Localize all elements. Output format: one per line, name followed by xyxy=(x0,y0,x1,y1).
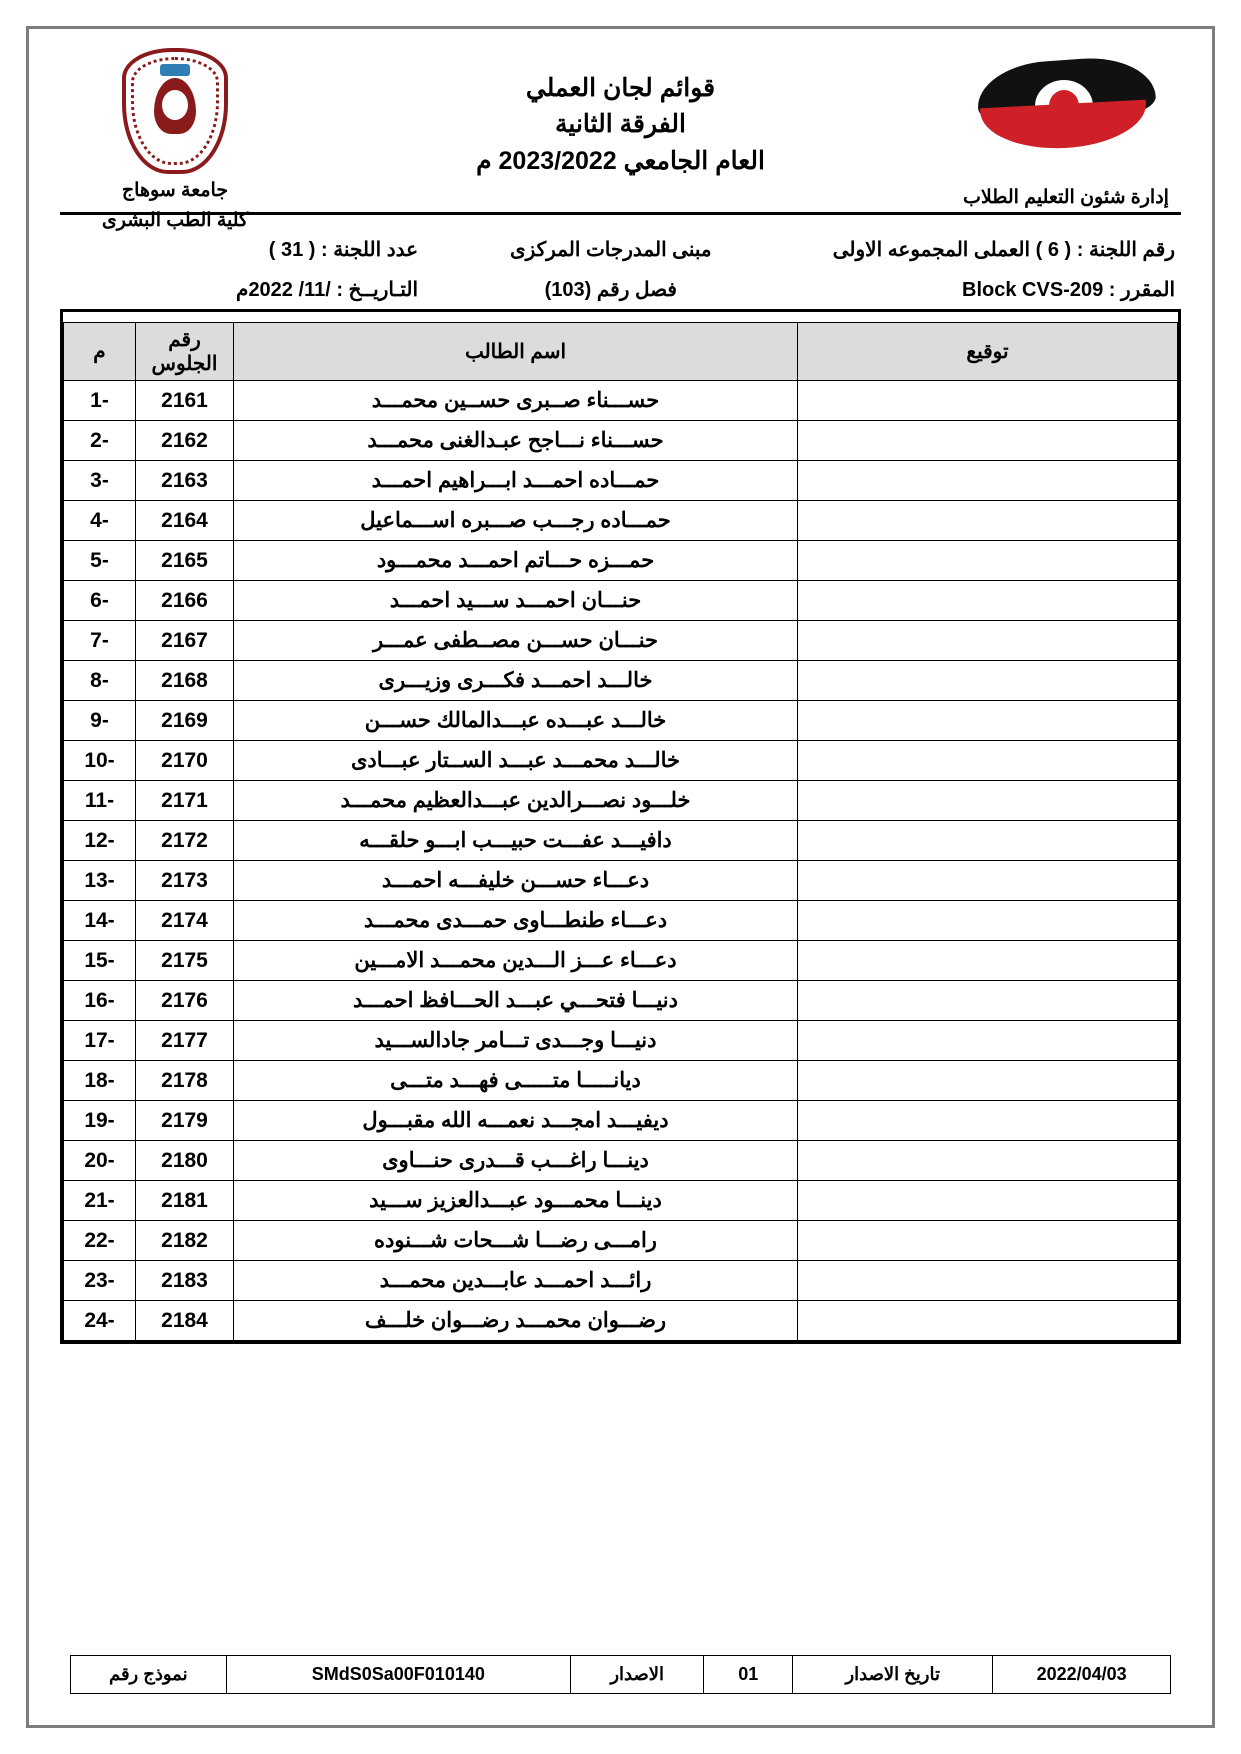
column-header-seat-line1: رقم xyxy=(168,328,201,351)
university-crest-icon xyxy=(122,48,228,174)
signature-cell[interactable] xyxy=(798,461,1178,501)
student-name-cell: رامـــى رضـــا شـــحات شـــنوده xyxy=(234,1221,798,1261)
student-name-cell: حنـــان حســـن مصــطفى عمـــر xyxy=(234,621,798,661)
footer-issue-label: الاصدار xyxy=(571,1656,704,1694)
student-name-cell: دنيـــا فتحـــي عبـــد الحـــافظ احمـــد xyxy=(234,981,798,1021)
table-row xyxy=(64,781,1178,821)
exam-date: التـاريــخ : /11/ 2022م xyxy=(236,278,419,301)
table-row xyxy=(64,1221,1178,1261)
student-name-cell: حنـــان احمـــد ســـيد احمـــد xyxy=(234,581,798,621)
table-row xyxy=(64,861,1178,901)
footer-issue-date-value: 2022/04/03 xyxy=(993,1656,1171,1694)
seat-number-cell: 2180 xyxy=(136,1141,234,1181)
signature-cell[interactable] xyxy=(798,981,1178,1021)
seat-number-cell: 2176 xyxy=(136,981,234,1021)
table-row xyxy=(64,1101,1178,1141)
document-header xyxy=(60,48,1181,231)
row-index-cell: 15- xyxy=(64,941,136,981)
table-row xyxy=(64,501,1178,541)
faculty-name: كلية الطب البشرى xyxy=(101,209,249,231)
signature-cell[interactable] xyxy=(798,381,1178,421)
footer-table xyxy=(70,1655,1171,1694)
table-row xyxy=(64,381,1178,421)
row-index-cell: 5- xyxy=(64,541,136,581)
union-logo-text: كلية الطلاب xyxy=(1029,147,1103,164)
row-index-cell: 23- xyxy=(64,1261,136,1301)
student-name-cell: خالـــد محمـــد عبـــد الســتار عبـــادى xyxy=(234,741,798,781)
title-line-1: قوائم لجان العملي xyxy=(525,74,716,102)
seat-number-cell: 2177 xyxy=(136,1021,234,1061)
table-row xyxy=(64,1141,1178,1181)
student-name-cell: دعـــاء عـــز الـــدين محمـــد الامـــين xyxy=(234,941,798,981)
student-name-cell: ديفيـــد امجـــد نعمـــه الله مقبـــول xyxy=(234,1101,798,1141)
signature-cell[interactable] xyxy=(798,581,1178,621)
committee-count: عدد اللجنة : ( 31 ) xyxy=(268,238,419,261)
university-identity xyxy=(60,48,290,233)
title-line-3: العام الجامعي 2023/2022 م xyxy=(476,146,765,175)
seat-number-cell: 2182 xyxy=(136,1221,234,1261)
signature-cell[interactable] xyxy=(798,421,1178,461)
table-row xyxy=(64,621,1178,661)
row-index-cell: 21- xyxy=(64,1181,136,1221)
row-index-cell: 20- xyxy=(64,1141,136,1181)
row-index-cell: 9- xyxy=(64,701,136,741)
column-header-index: م xyxy=(64,323,136,381)
student-name-cell: دينـــا محمـــود عبـــدالعزيز ســـيد xyxy=(234,1181,798,1221)
student-name-cell: دعـــاء طنطـــاوى حمـــدى محمـــد xyxy=(234,901,798,941)
document-title xyxy=(290,48,951,179)
student-name-cell: دنيـــا وجـــدى تـــامر جادالســـيد xyxy=(234,1021,798,1061)
column-header-name: اسم الطالب xyxy=(234,323,798,381)
page-content xyxy=(60,48,1181,1706)
row-index-cell: 19- xyxy=(64,1101,136,1141)
signature-cell[interactable] xyxy=(798,941,1178,981)
footer-issue-date-label: تاريخ الاصدار xyxy=(793,1656,993,1694)
seat-number-cell: 2161 xyxy=(136,381,234,421)
university-name: جامعة سوهاج xyxy=(121,180,229,201)
signature-cell[interactable] xyxy=(798,1301,1178,1341)
row-index-cell: 4- xyxy=(64,501,136,541)
signature-cell[interactable] xyxy=(798,1181,1178,1221)
table-row xyxy=(64,541,1178,581)
seat-number-cell: 2175 xyxy=(136,941,234,981)
student-name-cell: خالـــد احمـــد فكـــرى وزيـــرى xyxy=(234,661,798,701)
table-row xyxy=(64,981,1178,1021)
signature-cell[interactable] xyxy=(798,661,1178,701)
student-name-cell: حســـناء صــبرى حســين محمـــد xyxy=(234,381,798,421)
student-name-cell: دينـــا راغـــب قـــدرى حنـــاوى xyxy=(234,1141,798,1181)
seat-number-cell: 2174 xyxy=(136,901,234,941)
seat-number-cell: 2181 xyxy=(136,1181,234,1221)
seat-number-cell: 2170 xyxy=(136,741,234,781)
signature-cell[interactable] xyxy=(798,1261,1178,1301)
row-index-cell: 18- xyxy=(64,1061,136,1101)
signature-cell[interactable] xyxy=(798,1141,1178,1181)
footer-issue-value: 01 xyxy=(704,1656,793,1694)
signature-cell[interactable] xyxy=(798,541,1178,581)
roster-table xyxy=(63,322,1178,1341)
room-number: فصل رقم (103) xyxy=(544,278,677,301)
student-name-cell: خلـــود نصـــرالدين عبـــدالعظيم محمـــد xyxy=(234,781,798,821)
seat-number-cell: 2163 xyxy=(136,461,234,501)
seat-number-cell: 2166 xyxy=(136,581,234,621)
committee-info xyxy=(60,229,1181,309)
column-header-seat xyxy=(136,323,234,381)
student-name-cell: حمـــاده احمـــد ابـــراهيم احمـــد xyxy=(234,461,798,501)
committee-building: مبنى المدرجات المركزى xyxy=(509,238,712,261)
seat-number-cell: 2173 xyxy=(136,861,234,901)
row-index-cell: 11- xyxy=(64,781,136,821)
seat-number-cell: 2162 xyxy=(136,421,234,461)
signature-cell[interactable] xyxy=(798,1101,1178,1141)
roster-table-body xyxy=(64,381,1178,1341)
row-index-cell: 2- xyxy=(64,421,136,461)
student-name-cell: حمـــزه حـــاتم احمـــد محمـــود xyxy=(234,541,798,581)
seat-number-cell: 2171 xyxy=(136,781,234,821)
table-row xyxy=(64,1021,1178,1061)
row-index-cell: 12- xyxy=(64,821,136,861)
student-name-cell: حســـناء نـــاجح عبـدالغنى محمـــد xyxy=(234,421,798,461)
signature-cell[interactable] xyxy=(798,821,1178,861)
row-index-cell: 1- xyxy=(64,381,136,421)
student-name-cell: دافيـــد عفـــت حبيـــب ابـــو حلقـــه xyxy=(234,821,798,861)
signature-cell[interactable] xyxy=(798,1061,1178,1101)
signature-cell[interactable] xyxy=(798,621,1178,661)
student-name-cell: دعـــاء حســـن خليفـــه احمـــد xyxy=(234,861,798,901)
seat-number-cell: 2184 xyxy=(136,1301,234,1341)
table-row xyxy=(64,1181,1178,1221)
signature-cell[interactable] xyxy=(798,1221,1178,1261)
signature-cell[interactable] xyxy=(798,1021,1178,1061)
signature-cell[interactable] xyxy=(798,861,1178,901)
roster-table-container xyxy=(60,309,1181,1344)
row-index-cell: 8- xyxy=(64,661,136,701)
table-row xyxy=(64,701,1178,741)
student-name-cell: ديانـــــا متـــــى فهـــد متـــى xyxy=(234,1061,798,1101)
table-row xyxy=(64,581,1178,621)
footer-form-code: SMdS0Sa00F010140 xyxy=(226,1656,570,1694)
row-index-cell: 3- xyxy=(64,461,136,501)
table-row xyxy=(64,421,1178,461)
row-index-cell: 22- xyxy=(64,1221,136,1261)
footer-form-label: نموذج رقم xyxy=(71,1656,227,1694)
seat-number-cell: 2178 xyxy=(136,1061,234,1101)
row-index-cell: 13- xyxy=(64,861,136,901)
table-row xyxy=(64,941,1178,981)
row-index-cell: 17- xyxy=(64,1021,136,1061)
signature-cell[interactable] xyxy=(798,701,1178,741)
table-row xyxy=(64,1301,1178,1341)
seat-number-cell: 2169 xyxy=(136,701,234,741)
committee-number: رقم اللجنة : ( 6 ) العملى المجموعه الاولى xyxy=(832,238,1175,261)
student-name-cell: حمـــاده رجـــب صـــبره اســـماعيل xyxy=(234,501,798,541)
row-index-cell: 14- xyxy=(64,901,136,941)
column-header-signature: توقيع xyxy=(798,323,1178,381)
seat-number-cell: 2183 xyxy=(136,1261,234,1301)
student-name-cell: رائـــد احمـــد عابـــدين محمـــد xyxy=(234,1261,798,1301)
signature-cell[interactable] xyxy=(798,781,1178,821)
table-row xyxy=(64,901,1178,941)
committee-info-row-2 xyxy=(60,269,1181,309)
seat-number-cell: 2165 xyxy=(136,541,234,581)
course-code: المقرر : Block CVS-209 xyxy=(962,278,1175,301)
table-row xyxy=(64,461,1178,501)
seat-number-cell: 2164 xyxy=(136,501,234,541)
signature-cell[interactable] xyxy=(798,741,1178,781)
table-row xyxy=(64,1261,1178,1301)
title-line-2: الفرقة الثانية xyxy=(555,110,686,139)
row-index-cell: 16- xyxy=(64,981,136,1021)
seat-number-cell: 2168 xyxy=(136,661,234,701)
committee-info-row-1 xyxy=(60,229,1181,269)
student-name-cell: رضـــوان محمـــد رضـــوان خلـــف xyxy=(234,1301,798,1341)
seat-number-cell: 2172 xyxy=(136,821,234,861)
row-index-cell: 6- xyxy=(64,581,136,621)
student-affairs-identity xyxy=(951,48,1181,209)
signature-cell[interactable] xyxy=(798,501,1178,541)
row-index-cell: 10- xyxy=(64,741,136,781)
seat-number-cell: 2167 xyxy=(136,621,234,661)
student-name-cell: خالـــد عبـــده عبـــدالمالك حســـن xyxy=(234,701,798,741)
student-union-logo-icon xyxy=(971,52,1161,164)
document-footer xyxy=(70,1655,1171,1694)
table-row xyxy=(64,661,1178,701)
table-header-row xyxy=(64,323,1178,381)
row-index-cell: 24- xyxy=(64,1301,136,1341)
column-header-seat-line2: الجلوس xyxy=(151,352,218,375)
table-row xyxy=(64,741,1178,781)
signature-cell[interactable] xyxy=(798,901,1178,941)
seat-number-cell: 2179 xyxy=(136,1101,234,1141)
table-row xyxy=(64,821,1178,861)
row-index-cell: 7- xyxy=(64,621,136,661)
table-row xyxy=(64,1061,1178,1101)
student-affairs-label: إدارة شئون التعليم الطلاب xyxy=(963,187,1169,208)
footer-row xyxy=(71,1656,1171,1694)
